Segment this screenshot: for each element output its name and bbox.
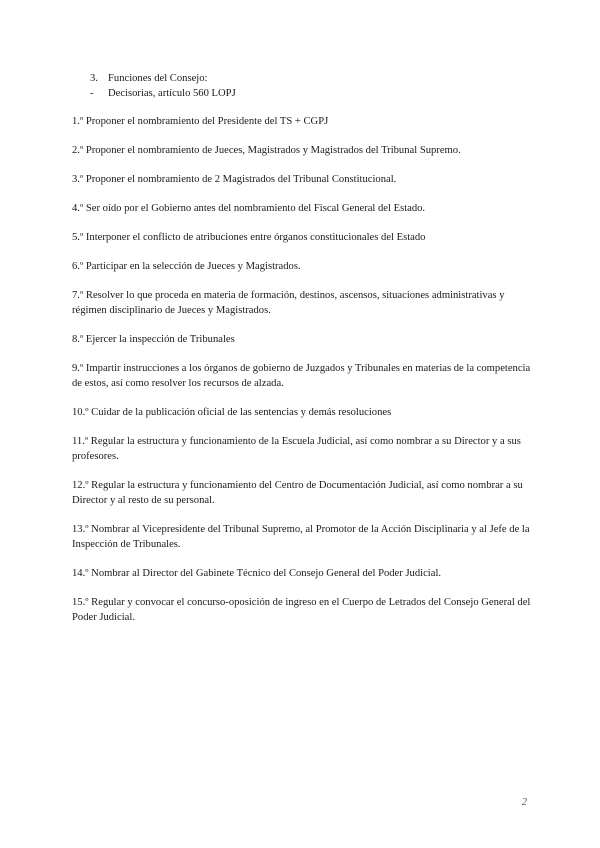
subsection-heading	[72, 86, 532, 101]
function-item: 1.º Proponer el nombramiento del Presidente del TS + CGPJ	[72, 116, 329, 127]
function-item: 3.º Proponer el nombramiento de 2 Magistrados del Tribunal Constitucional.	[72, 174, 397, 185]
page-number: 2	[521, 797, 527, 808]
function-item: 13.º Nombrar al Vicepresidente del Tribunal Supremo, al Promotor de la Acción Disciplinaria y al Jefe de la Inspección de Tribunales.	[72, 524, 530, 550]
function-item: 2.º Proponer el nombramiento de Jueces, Magistrados y Magistrados del Tribunal Supremo.	[72, 145, 461, 156]
function-item: 15.º Regular y convocar el concurso-oposición de ingreso en el Cuerpo de Letrados del Consejo General del Poder Judicial.	[72, 597, 531, 623]
function-item: 12.º Regular la estructura y funcionamiento del Centro de Documentación Judicial, así como nombrar a su Director y al resto de su personal.	[72, 480, 523, 506]
subsection-title: Decisorias, artículo 560 LOPJ	[108, 88, 236, 99]
functions-list	[72, 114, 532, 625]
section-heading	[72, 71, 532, 86]
function-item: 5.º Interponer el conflicto de atribuciones entre órganos constitucionales del Estado	[72, 232, 426, 243]
subsection-bullet: -	[90, 88, 94, 99]
function-item: 11.º Regular la estructura y funcionamiento de la Escuela Judicial, así como nombrar a su Director y a sus profesores.	[72, 436, 521, 462]
section-number: 3.	[90, 73, 98, 84]
function-item: 6.º Participar en la selección de Jueces y Magistrados.	[72, 261, 301, 272]
function-item: 4.º Ser oído por el Gobierno antes del nombramiento del Fiscal General del Estado.	[72, 203, 426, 214]
function-item: 9.º Impartir instrucciones a los órganos de gobierno de Juzgados y Tribunales en materias de la competencia de estos, así como resolver los recursos de alzada.	[72, 363, 531, 389]
section-title: Funciones del Consejo:	[108, 73, 208, 84]
function-item: 10.º Cuidar de la publicación oficial de las sentencias y demás resoluciones	[72, 407, 392, 418]
section-heading-list	[72, 71, 532, 101]
function-item: 7.º Resolver lo que proceda en materia de formación, destinos, ascensos, situaciones administrativas y régimen disciplinario de Jueces y Magistrados.	[72, 290, 505, 316]
page-content	[72, 71, 532, 639]
function-item: 8.º Ejercer la inspección de Tribunales	[72, 334, 235, 345]
function-item: 14.º Nombrar al Director del Gabinete Técnico del Consejo General del Poder Judicial.	[72, 568, 442, 579]
